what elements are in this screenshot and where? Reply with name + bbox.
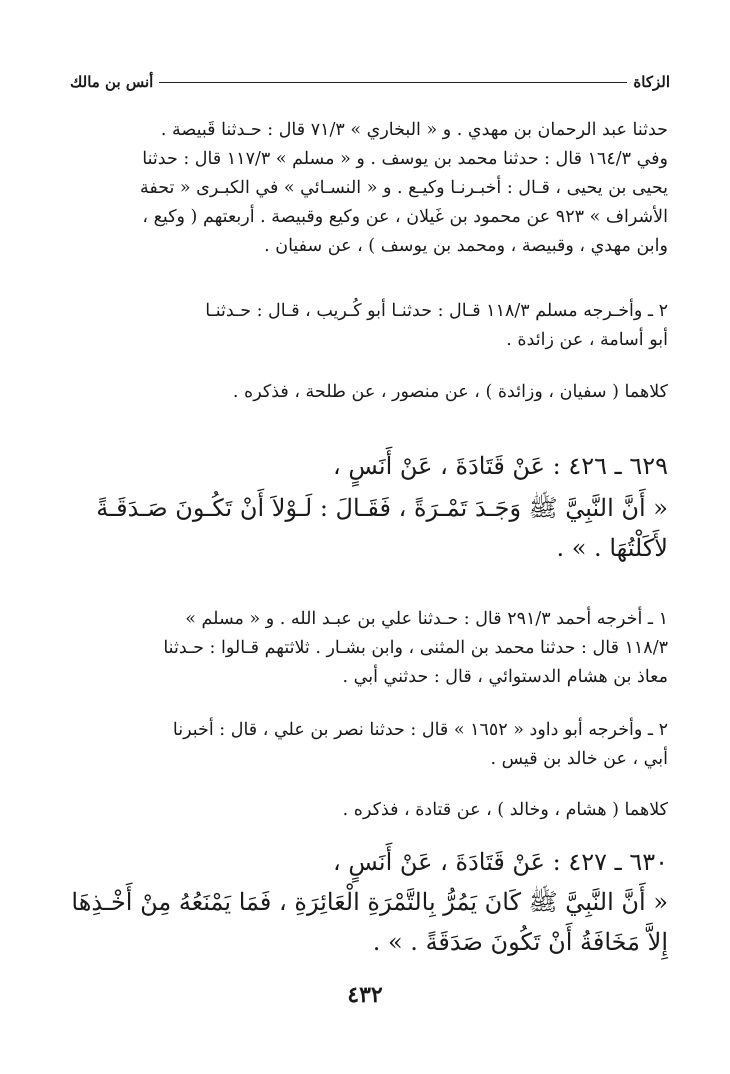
page-number: ٤٣٢ [347,982,383,1008]
header-rule [159,82,627,83]
header-subject-title: أنس بن مالك [70,73,154,91]
takhrij-paragraph-5: ٢ ـ وأخرجه أبو داود « ١٦٥٢ » قال : حدثنا نصر بن علي ، قال : أخبرنا أبي ، عن خالد بن قيس . [172,720,668,769]
takhrij-paragraph-6: كلاهما ( هشام ، وخالد ) ، عن قتادة ، فذكره . [342,800,668,820]
hadith-630-title: ٦٣٠ ـ ٤٢٧ : عَنْ قَتَادَةَ ، عَنْ أَنَسٍ ، [332,848,668,876]
hadith-630-text: « أَنَّ النَّبِيَّ ﷺ كَانَ يَمُرُّ بِالتَّمْرَةِ الْعَائِرَةِ ، فَمَا يَمْنَعُهُ مِنْ أَخْـذِهَا إِلاَّ مَخَافَةُ أَنْ تَكُونَ صَدَقَةً . » . [71,888,668,956]
takhrij-paragraph-2: ٢ ـ وأخـرجه مسلم ١١٨/٣ قـال : حدثنـا أبو كُـريب ، قـال : حـدثنـا أبو أسامة ، عن زائدة . [205,301,668,350]
takhrij-paragraph-4: ١ ـ أخرجه أحمد ٢٩١/٣ قال : حـدثنا علي بن عبـد الله . و « مسلم » ١١٨/٣ قال : حدثنا محمد بن المثنى ، وابن بشـار . ثلاثتهم قـالوا : حـدثنا معاذ بن هشام الدستوائي ، قال : حدثني أبي . [163,609,668,687]
takhrij-paragraph-1: حدثنا عبد الرحمان بن مهدي . و « البخاري » ٧١/٣ قال : حـدثنا قَبيصة . وفي ١٦٤/٣ قال : حدثنا محمد بن يوسف . و « مسلم » ١١٧/٣ قال : حدثنا يحيى بن يحيى ، قـال : أخبـرنـا وكيـع . و « النسـائي » في الكبـرى « تحفة الأشراف » ٩٢٣ عن محمود بن غَيلان ، عن وكيع وقبيصة . أربعتهم ( وكيع ، وابن مهدي ، وقبيصة ، ومحمد بن يوسف ) ، عن سفيان . [139,120,668,256]
hadith-629-title: ٦٢٩ ـ ٤٢٦ : عَنْ قَتَادَةَ ، عَنْ أَنَسٍ ، [332,452,668,480]
header-section-title: الزكاة [633,73,670,91]
takhrij-paragraph-3: كلاهما ( سفيان ، وزائدة ) ، عن منصور ، عن طلحة ، فذكره . [232,382,668,402]
hadith-629-text: « أَنَّ النَّبِيَّ ﷺ وَجَـدَ تَمْـرَةً ، فَقَـالَ : لَـوْلاَ أَنْ تَكُـونَ صَـدَقَـةً لأَكَلْتُهَا . » . [96,494,668,562]
running-header [70,70,670,94]
